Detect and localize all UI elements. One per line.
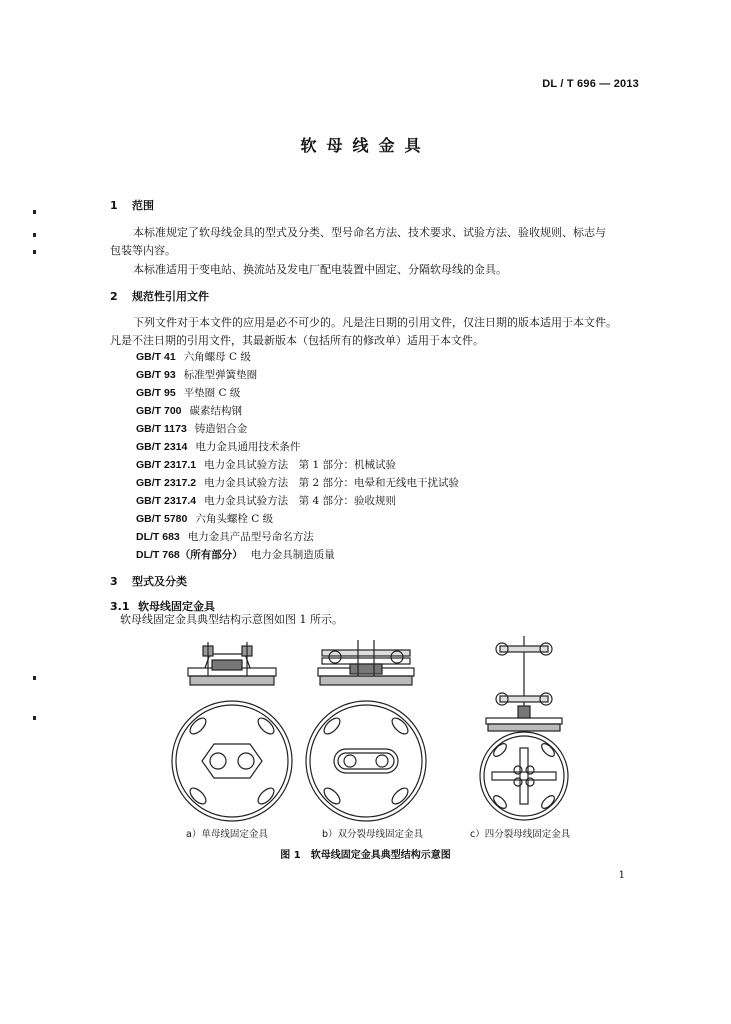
ref-code: GB/T 95 bbox=[136, 387, 176, 399]
reference-item bbox=[136, 493, 396, 508]
ref-code: GB/T 5780 bbox=[136, 513, 188, 525]
figure-c-plan-view bbox=[480, 732, 568, 820]
reference-item bbox=[136, 421, 247, 436]
ref-title: 电力金具通用技术条件 bbox=[195, 441, 301, 453]
margin-mark bbox=[33, 716, 36, 720]
ref-code: DL/T 683 bbox=[136, 531, 180, 543]
reference-item bbox=[136, 349, 251, 364]
ref-code: GB/T 2317.2 bbox=[136, 477, 197, 489]
section-3-heading bbox=[110, 573, 187, 589]
figure-caption-a: a）单母线固定金具 bbox=[186, 829, 268, 840]
figure-title: 图 1 软母线固定金具典型结构示意图 bbox=[280, 850, 451, 861]
reference-item bbox=[136, 367, 257, 382]
ref-title: 碳素结构钢 bbox=[189, 405, 243, 417]
ref-title: 电力金具试验方法 第 2 部分：电晕和无线电干扰试验 bbox=[204, 477, 459, 489]
section-title: 规范性引用文件 bbox=[132, 290, 209, 303]
figure-a-side-view bbox=[188, 642, 276, 685]
reference-item bbox=[136, 439, 300, 454]
reference-item bbox=[136, 547, 335, 562]
section-number: 3 bbox=[110, 575, 118, 588]
standard-code: DL / T 696 — 2013 bbox=[542, 78, 639, 90]
section-1-heading bbox=[110, 197, 154, 213]
paragraph: 凡是不注日期的引用文件，其最新版本（包括所有的修改单）适用于本文件。 bbox=[110, 334, 484, 347]
figure-1-drawings bbox=[150, 636, 600, 826]
ref-title: 平垫圈 C 级 bbox=[183, 387, 241, 399]
figure-b-plan-view bbox=[306, 701, 426, 821]
ref-title: 铸造铝合金 bbox=[194, 423, 248, 435]
page-number: 1 bbox=[618, 870, 625, 881]
ref-title: 六角螺母 C 级 bbox=[183, 351, 251, 363]
figure-c-side-view bbox=[486, 636, 562, 731]
section-title: 型式及分类 bbox=[132, 575, 187, 588]
section-2-heading bbox=[110, 288, 209, 304]
ref-code: GB/T 93 bbox=[136, 369, 176, 381]
figure-caption-b: b）双分裂母线固定金具 bbox=[322, 829, 424, 840]
ref-code: GB/T 2314 bbox=[136, 441, 188, 453]
reference-item bbox=[136, 475, 459, 490]
paragraph: 软母线固定金具典型结构示意图如图 1 所示。 bbox=[120, 613, 343, 626]
paragraph: 本标准规定了软母线金具的型式及分类、型号命名方法、技术要求、试验方法、验收规则、标志与 bbox=[133, 226, 606, 239]
paragraph: 包装等内容。 bbox=[110, 244, 176, 257]
ref-title: 标准型弹簧垫圈 bbox=[183, 369, 258, 381]
reference-item bbox=[136, 403, 242, 418]
section-number: 1 bbox=[110, 199, 118, 212]
reference-item bbox=[136, 457, 396, 472]
reference-item bbox=[136, 529, 314, 544]
reference-item bbox=[136, 385, 240, 400]
margin-mark bbox=[33, 250, 36, 254]
section-number: 2 bbox=[110, 290, 118, 303]
ref-code: GB/T 1173 bbox=[136, 423, 187, 435]
figure-caption-c: c）四分裂母线固定金具 bbox=[470, 829, 571, 840]
ref-code: GB/T 700 bbox=[136, 405, 182, 417]
ref-code: GB/T 41 bbox=[136, 351, 176, 363]
figure-a-plan-view bbox=[172, 701, 292, 821]
margin-mark bbox=[33, 676, 36, 680]
reference-item bbox=[136, 511, 273, 526]
section-number: 3.1 bbox=[110, 600, 130, 613]
margin-mark bbox=[33, 210, 36, 214]
ref-title: 电力金具试验方法 第 4 部分：验收规则 bbox=[204, 495, 396, 507]
paragraph: 下列文件对于本文件的应用是必不可少的。凡是注日期的引用文件，仅注日期的版本适用于本文件。 bbox=[133, 316, 617, 329]
ref-code: DL/T 768（所有部分） bbox=[136, 549, 243, 561]
margin-mark bbox=[33, 233, 36, 237]
ref-title: 电力金具试验方法 第 1 部分：机械试验 bbox=[204, 459, 396, 471]
document-title: 软母线金具 bbox=[300, 136, 431, 155]
ref-code: GB/T 2317.4 bbox=[136, 495, 197, 507]
ref-code: GB/T 2317.1 bbox=[136, 459, 197, 471]
section-title: 范围 bbox=[132, 199, 154, 212]
section-title: 软母线固定金具 bbox=[138, 600, 215, 613]
ref-title: 电力金具产品型号命名方法 bbox=[187, 531, 314, 543]
ref-title: 六角头螺栓 C 级 bbox=[195, 513, 274, 525]
paragraph: 本标准适用于变电站、换流站及发电厂配电装置中固定、分隔软母线的金具。 bbox=[133, 263, 507, 276]
figure-b-side-view bbox=[318, 640, 414, 685]
ref-title: 电力金具制造质量 bbox=[250, 549, 335, 561]
